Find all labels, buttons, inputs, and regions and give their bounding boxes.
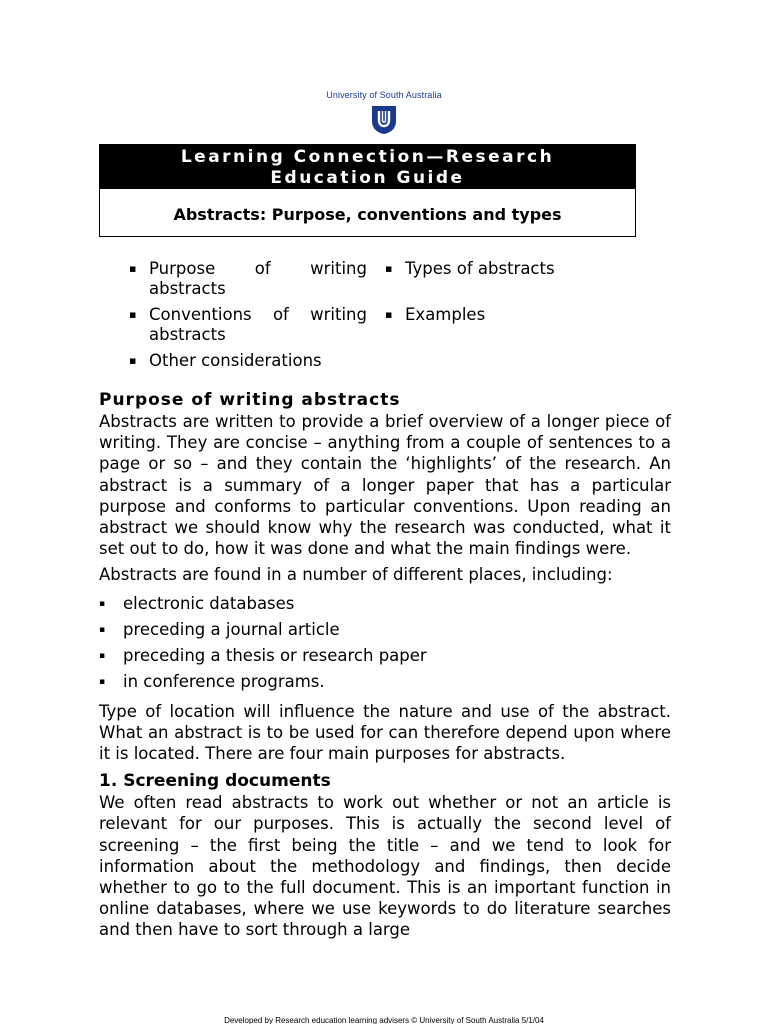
body-paragraph: Abstracts are found in a number of different places, including: <box>99 565 613 585</box>
toc-item-conventions <box>125 305 367 345</box>
toc-item-types <box>381 259 625 279</box>
page-footer: Developed by Research education learning advisers © University of South Australia 5/1/04 <box>224 1016 544 1024</box>
toc-item-examples <box>381 305 625 325</box>
toc-item-text: abstracts <box>149 279 226 298</box>
list-item: ▪ electronic databases <box>99 591 671 617</box>
toc-item-text: Conventions of writing <box>149 305 367 324</box>
body-paragraph: Type of location will influence the nature and use of the abstract. What an abstract is to be used for can therefore depend upon where it is located. There are four main purposes for abstracts. <box>99 701 671 764</box>
toc-item-text: abstracts <box>149 325 226 344</box>
guide-title <box>100 145 635 189</box>
bullet-icon: ▪ <box>129 354 137 367</box>
list-item: ▪ preceding a journal article <box>99 617 671 643</box>
university-header <box>0 90 768 135</box>
bullet-icon: ▪ <box>129 308 137 321</box>
list-item: ▪ preceding a thesis or research paper <box>99 643 671 669</box>
bullet-icon: ▪ <box>385 308 393 321</box>
university-name: University of South Australia <box>326 90 442 100</box>
bullet-icon: ▪ <box>129 262 137 275</box>
list-item: ▪ in conference programs. <box>99 669 671 695</box>
body-paragraph: We often read abstracts to work out whether or not an article is relevant for our purposes. This is actually the second level of screening – the first being the title – and we tend to look for information about the methodology and findings, then decide whether to go to the full document. This is an important function in online databases, where we use keywords to do literature searches and then have to sort through a large <box>99 793 671 940</box>
body-paragraph: Abstracts are written to provide a brief overview of a longer piece of writing. They are concise – anything from a couple of sentences to a page or so – and they contain the ‘highlights’ of the research. An abstract is a summary of a longer paper that has a particular purpose and conforms to particular conventions. Upon reading an abstract we should know why the research was conducted, what it set out to do, how it was done and what the main findings were. <box>99 412 671 559</box>
bullet-icon: ▪ <box>385 262 393 275</box>
university-shield-icon <box>371 105 397 135</box>
toc-item-purpose <box>125 259 367 299</box>
bullet-icon: ▪ <box>99 676 106 687</box>
toc-item-text: Types of abstracts <box>405 259 555 278</box>
locations-list <box>99 591 671 695</box>
toc-item-text: Other considerations <box>149 351 322 370</box>
toc-item-other <box>125 351 367 371</box>
section-heading: Purpose of writing abstracts <box>99 390 401 410</box>
bullet-icon: ▪ <box>99 624 106 635</box>
toc-item-text: Purpose of writing <box>149 259 367 278</box>
guide-subtitle: Abstracts: Purpose, conventions and types <box>173 205 562 224</box>
bullet-icon: ▪ <box>99 650 106 661</box>
guide-title-line1: Learning Connection—Research <box>180 147 555 167</box>
guide-title-line2: Education Guide <box>270 168 465 188</box>
toc-item-text: Examples <box>405 305 486 324</box>
main-content <box>99 389 671 946</box>
title-box <box>99 144 636 237</box>
bullet-icon: ▪ <box>99 598 106 609</box>
subsection-heading: 1. Screening documents <box>99 771 331 792</box>
